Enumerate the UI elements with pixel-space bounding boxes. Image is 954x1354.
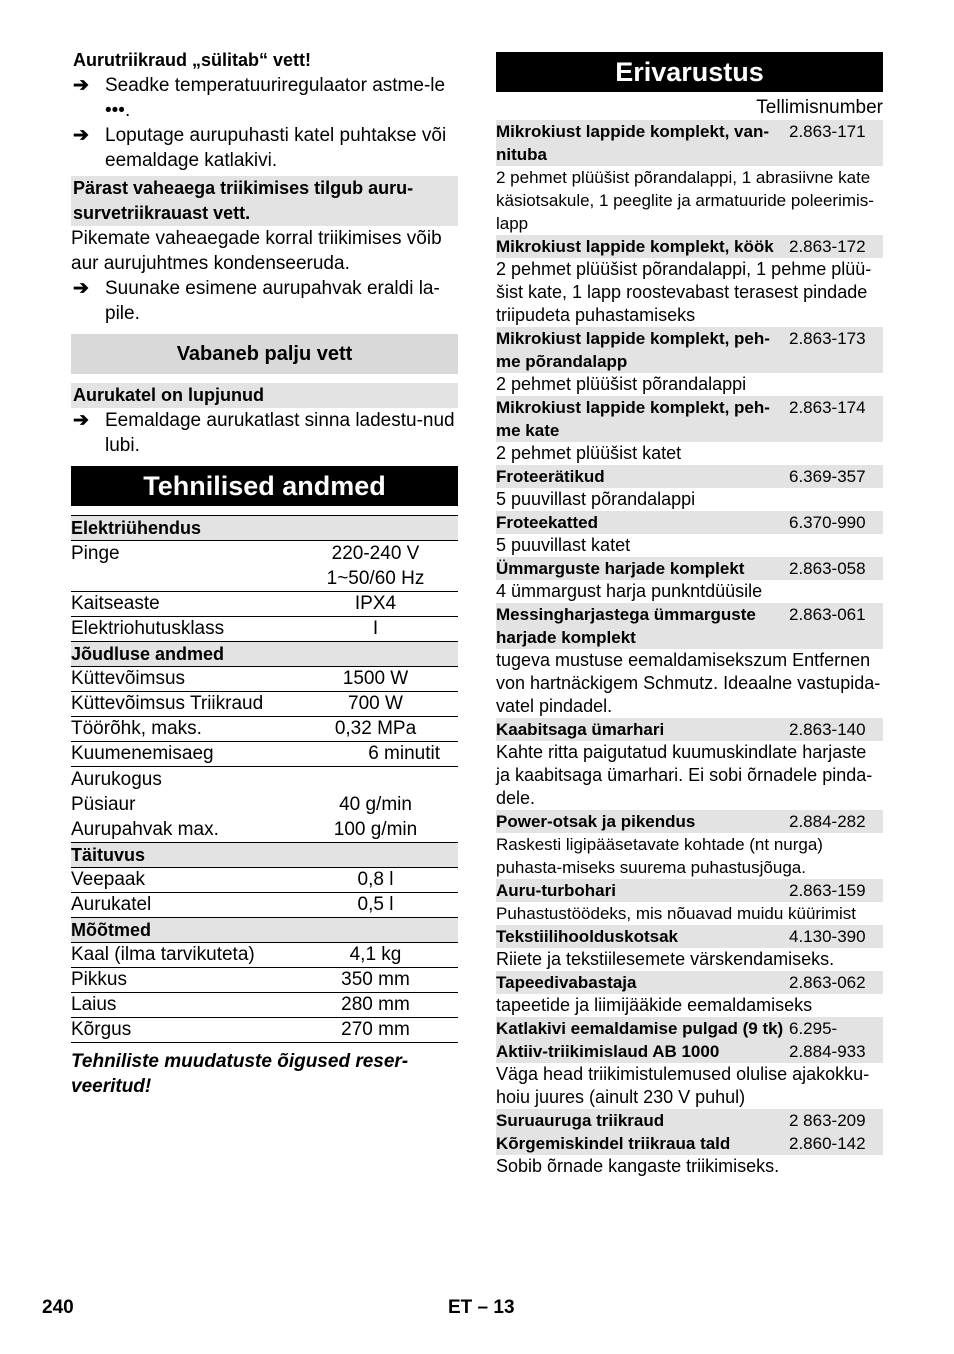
accessory-description: 5 puuvillast katet xyxy=(496,535,631,555)
accessory-name: Mikrokiust lappide komplekt, köök xyxy=(496,237,774,256)
accessory-description: Väga head triikimistulemused olulise ajakokku-hoiu juures (ainult 230 V puhul) xyxy=(496,1064,870,1107)
row-label: Kuumenemisaeg xyxy=(71,743,214,764)
accessory-description: Kahte ritta paigutatud kuumuskindlate harjaste ja kaabitsaga ümarhari. Ei sobi õrnadele pinda-dele. xyxy=(496,742,873,808)
accessory-row xyxy=(496,925,883,948)
row-label: Küttevõimsus xyxy=(71,668,186,689)
page-number: 240 xyxy=(42,1297,74,1318)
table-row xyxy=(71,692,458,717)
row-label: Kaitseaste xyxy=(71,593,160,614)
row-label: Aurukogus xyxy=(71,769,162,790)
accessory-name: Aktiiv-triikimislaud AB 1000 xyxy=(496,1042,720,1061)
row-value: I xyxy=(372,618,379,639)
part-number: 4.130-390 xyxy=(789,927,866,946)
row-value: 0,32 MPa xyxy=(334,718,417,739)
accessory-row xyxy=(496,603,883,649)
accessory-row xyxy=(496,557,883,580)
row-value: 350 mm xyxy=(341,969,410,990)
accessory-description: 4 ümmargust harja punkntdüüsile xyxy=(496,581,763,601)
table-row xyxy=(71,667,458,692)
table-row xyxy=(71,968,458,993)
list-item-text: Loputage aurupuhasti katel puhtakse või eemaldage katlakivi. xyxy=(105,125,447,171)
table-category xyxy=(71,642,458,667)
table-category xyxy=(71,918,458,943)
part-number: 2.884-282 xyxy=(789,812,866,831)
page-code: ET – 13 xyxy=(448,1297,515,1318)
table-row xyxy=(71,742,458,767)
accessory-row xyxy=(496,511,883,534)
row-value: 220-240 V xyxy=(331,543,420,564)
list-item xyxy=(71,276,458,326)
row-value: 6 minutit xyxy=(368,743,440,764)
accessory-description: Riiete ja tekstiilesemete värskendamiseks. xyxy=(496,949,835,969)
accessory-description: Sobib õrnade kangaste triikimiseks. xyxy=(496,1156,780,1176)
part-number: 2.863-061 xyxy=(789,605,866,624)
accessory-row xyxy=(496,1109,883,1132)
part-number: 6.295- xyxy=(789,1019,838,1038)
row-value: 40 g/min xyxy=(339,794,412,815)
list-item-text: Seadke temperatuuriregulaator astme-le •••. xyxy=(105,75,446,121)
table-row xyxy=(71,868,458,893)
category-label: Mõõtmed xyxy=(71,920,151,940)
arrow-right-icon: ➔ xyxy=(73,278,89,299)
accessory-name: Messingharjastega ümmarguste harjade komplekt xyxy=(496,605,756,647)
accessory-description: 2 pehmet plüüšist põrandalappi, 1 pehme plüü-šist kate, 1 lapp roostevabast terasest pindade triipudeta puhastamiseks xyxy=(496,259,872,325)
accessory-name: Tapeedivabastaja xyxy=(496,973,637,992)
accessory-description: tapeetide ja liimijääkide eemaldamiseks xyxy=(496,995,813,1015)
accessory-name: Mikrokiust lappide komplekt, peh-me kate xyxy=(496,398,770,440)
table-row xyxy=(71,617,458,642)
row-label: Elektriohutusklass xyxy=(71,618,225,639)
paragraph: Pikemate vaheaegade korral triikimises võib aur aurujuhtmes kondenseeruda. xyxy=(71,228,442,274)
tech-data-title: Tehnilised andmed xyxy=(71,466,458,506)
part-number: 2.860-142 xyxy=(789,1134,866,1153)
row-value: 100 g/min xyxy=(333,819,418,840)
accessory-name: Power-otsak ja pikendus xyxy=(496,812,696,831)
footnote: Tehniliste muudatuste õigused reser-veeritud! xyxy=(71,1051,409,1097)
category-label: Täituvus xyxy=(71,845,146,865)
accessory-row xyxy=(496,327,883,373)
table-row xyxy=(71,943,458,968)
part-number: 6.369-357 xyxy=(789,467,866,486)
part-number: 2.884-933 xyxy=(789,1042,866,1061)
accessory-row xyxy=(496,1132,883,1155)
row-label: Püsiaur xyxy=(71,794,136,815)
accessory-name: Suruauruga triikraud xyxy=(496,1111,665,1130)
order-number-header: Tellimisnumber xyxy=(756,97,883,118)
accessory-name: Froteekatted xyxy=(496,513,599,532)
part-number: 2.863-174 xyxy=(789,398,866,417)
part-number: 2.863-159 xyxy=(789,881,866,900)
accessory-row xyxy=(496,810,883,833)
table-category xyxy=(71,516,458,541)
trouble-title: Vabaneb palju vett xyxy=(71,334,458,374)
accessory-name: Mikrokiust lappide komplekt, peh-me põrandalapp xyxy=(496,329,770,371)
accessory-row xyxy=(496,465,883,488)
accessory-row xyxy=(496,1017,883,1040)
section-heading: Aurutriikraud „sülitab“ vett! xyxy=(73,50,312,70)
row-value: 280 mm xyxy=(341,994,410,1015)
section-heading: Pärast vaheaega triikimises tilgub auru-survetriikrauast vett. xyxy=(71,176,458,226)
part-number: 2.863-058 xyxy=(789,559,866,578)
accessory-name: Kõrgemiskindel triikraua tald xyxy=(496,1134,731,1153)
left-column xyxy=(71,48,458,1099)
arrow-right-icon: ➔ xyxy=(73,125,89,146)
accessory-row xyxy=(496,235,883,258)
table-row xyxy=(71,541,458,592)
table-row xyxy=(71,1018,458,1043)
accessory-name: Auru-turbohari xyxy=(496,881,616,900)
row-label: Aurukatel xyxy=(71,894,152,915)
category-label: Jõudluse andmed xyxy=(71,644,225,664)
accessory-row xyxy=(496,396,883,442)
row-value: 1~50/60 Hz xyxy=(326,568,425,589)
accessory-name: Katlakivi eemaldamise pulgad (9 tk) xyxy=(496,1019,784,1038)
accessory-description: Puhastustöödeks, mis nõuavad muidu küürimist xyxy=(496,904,857,923)
accessory-name: Kaabitsaga ümarhari xyxy=(496,720,665,739)
accessory-description: Raskesti ligipääsetavate kohtade (nt nurga) puhasta-miseks suurema puhastusjõuga. xyxy=(496,835,823,877)
table-row xyxy=(71,592,458,617)
row-value: 1500 W xyxy=(342,668,409,689)
row-label: Kõrgus xyxy=(71,1019,132,1040)
list-item xyxy=(71,73,458,123)
list-item xyxy=(71,123,458,173)
table-row xyxy=(71,767,458,843)
part-number: 2.863-140 xyxy=(789,720,866,739)
part-number: 2.863-062 xyxy=(789,973,866,992)
table-row xyxy=(71,993,458,1018)
row-label: Pikkus xyxy=(71,969,127,990)
row-value: 0,5 l xyxy=(357,894,394,915)
row-value: 4,1 kg xyxy=(349,944,402,965)
part-number: 2.863-172 xyxy=(789,237,866,256)
accessory-name: Froteerätikud xyxy=(496,467,605,486)
part-number: 2.863-171 xyxy=(789,122,866,141)
row-label: Aurupahvak max. xyxy=(71,819,219,840)
accessory-name: Tekstiilihoolduskotsak xyxy=(496,927,679,946)
row-label: Laius xyxy=(71,994,117,1015)
row-value: 700 W xyxy=(348,693,403,714)
part-number: 2.863-173 xyxy=(789,329,866,348)
accessory-row xyxy=(496,718,883,741)
category-label: Elektriühendus xyxy=(71,518,202,538)
row-label: Küttevõimsus Triikraud xyxy=(71,693,264,714)
list-item xyxy=(71,408,458,458)
row-label: Kaal (ilma tarvikuteta) xyxy=(71,944,255,965)
accessory-description: 2 pehmet plüüšist põrandalappi xyxy=(496,374,747,394)
arrow-right-icon: ➔ xyxy=(73,410,89,431)
row-value: 270 mm xyxy=(341,1019,410,1040)
accessory-name: Ümmarguste harjade komplekt xyxy=(496,559,745,578)
row-value: IPX4 xyxy=(354,593,397,614)
accessory-row xyxy=(496,1040,883,1063)
row-label: Veepaak xyxy=(71,869,145,890)
row-label: Töörõhk, maks. xyxy=(71,718,202,739)
list-item-text: Eemaldage aurukatlast sinna ladestu-nud lubi. xyxy=(105,410,455,456)
accessory-row xyxy=(496,120,883,166)
part-number: 2 863-209 xyxy=(789,1111,866,1130)
accessory-description: tugeva mustuse eemaldamisekszum Entfernen von hartnäckigem Schmutz. Ideaalne vastupida-vatel pindadel. xyxy=(496,650,881,716)
accessory-description: 5 puuvillast põrandalappi xyxy=(496,489,696,509)
accessory-row xyxy=(496,879,883,902)
table-row xyxy=(71,717,458,742)
list-item-text: Suunake esimene aurupahvak eraldi la-pile. xyxy=(105,278,440,324)
row-label: Pinge xyxy=(71,543,120,564)
table-category xyxy=(71,843,458,868)
accessory-description: 2 pehmet plüüšist katet xyxy=(496,443,682,463)
accessories-title: Erivarustus xyxy=(496,52,883,92)
part-number: 6.370-990 xyxy=(789,513,866,532)
arrow-right-icon: ➔ xyxy=(73,75,89,96)
tech-data-table xyxy=(71,515,458,1043)
accessory-row xyxy=(496,971,883,994)
row-value: 0,8 l xyxy=(357,869,394,890)
accessory-description: 2 pehmet plüüšist põrandalappi, 1 abrasiivne kate käsiotsakule, 1 peeglite ja armatuuride poleerimis-lapp xyxy=(496,168,874,233)
right-column xyxy=(496,52,883,1178)
table-row xyxy=(71,893,458,918)
section-heading: Aurukatel on lupjunud xyxy=(71,383,458,408)
accessory-name: Mikrokiust lappide komplekt, van-nituba xyxy=(496,122,770,164)
